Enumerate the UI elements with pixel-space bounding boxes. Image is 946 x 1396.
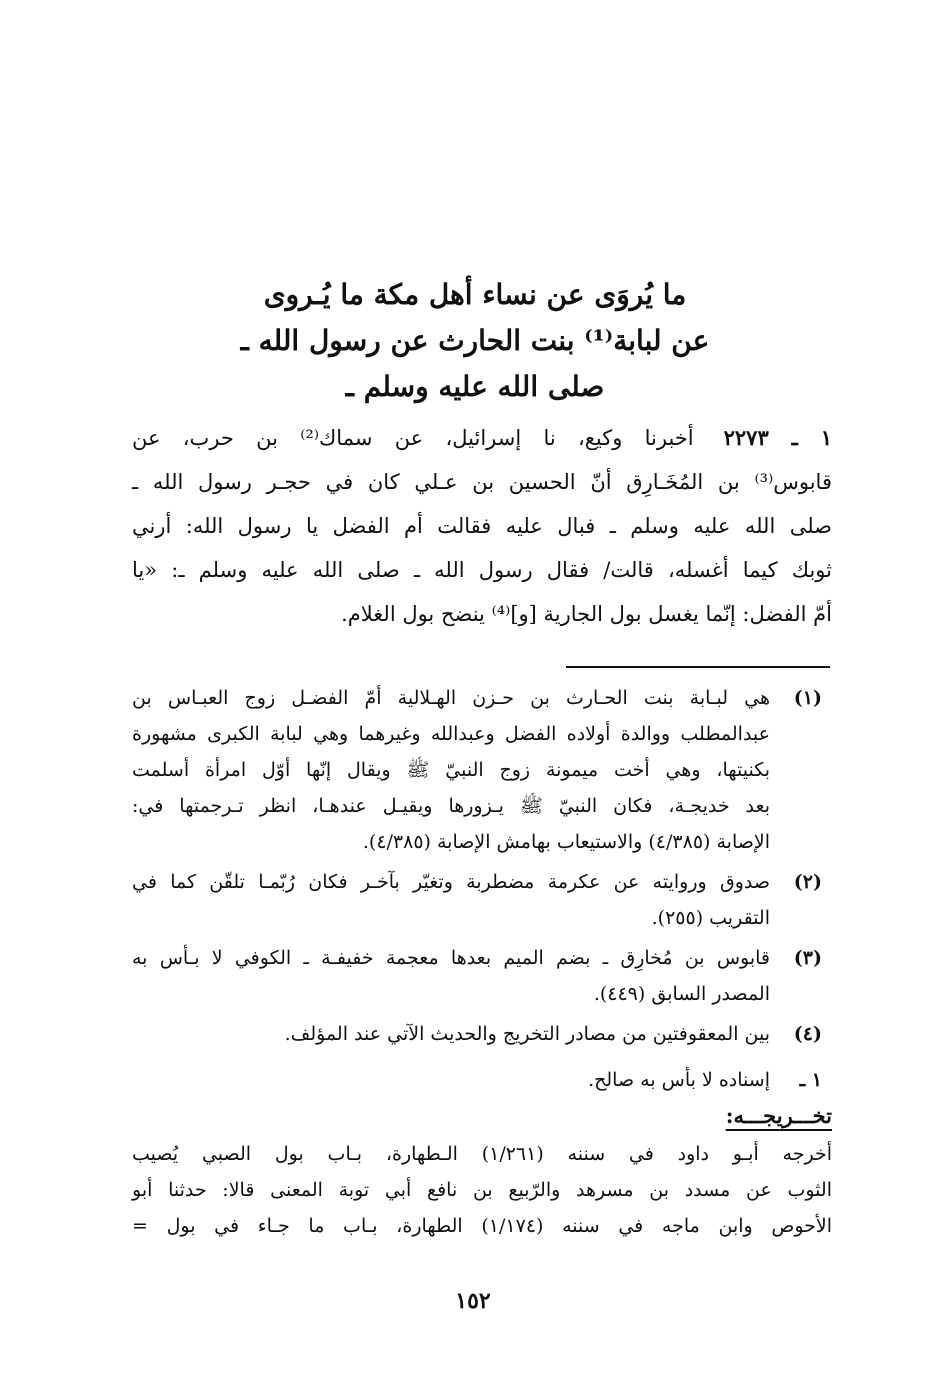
takhrij-line: أخرجه أبـو داود في سننه (١/٢٦١) الـطهارة، بـاب بول الصبي يُصيب <box>132 1143 832 1165</box>
heading-line: صلى الله عليه وسلم ـ <box>345 370 605 403</box>
footnote-number: (١) <box>793 687 822 709</box>
footnotes-section <box>132 680 832 1244</box>
footnote-separator <box>566 666 830 668</box>
footnote-number: (٢) <box>793 871 822 893</box>
grading-note <box>132 1062 832 1098</box>
footnote-line: صدوق وروايته عن عكرمة مضطربة وتغيّر بآخـر فكان رُبّمـا تلقّن كما في <box>132 871 770 893</box>
footnote <box>132 940 832 1012</box>
footnote-line: هي لبـابة بنت الحـارث بن حـزن الهـلالية أمّ الفضـل زوج العبـاس بن <box>132 687 770 709</box>
footnote-line: بين المعقوفتين من مصادر التخريج والحديث الآتي عند المؤلف. <box>284 1023 770 1045</box>
footnote <box>132 864 832 936</box>
page-number: ١٥٢ <box>455 1288 491 1314</box>
hadith-text <box>132 416 832 636</box>
hadith-line: أمّ الفضل: إنّما يغسل بول الجارية [و]⁽⁴⁾ ينضح بول الغلام. <box>341 602 832 626</box>
grading-text: إسناده لا بأس به صالح. <box>588 1069 770 1091</box>
footnote-number: (٤) <box>793 1023 822 1045</box>
chapter-heading <box>150 272 800 410</box>
footnote-line: قابوس بن مُخارِق ـ بضم الميم بعدها معجمة خفيفـة ـ الكوفي لا بـأس به <box>132 947 770 969</box>
hadith-line-text: أخبرنا وكيع، نا إسرائيل، عن سماك⁽²⁾ بن حرب، عن <box>132 426 694 450</box>
hadith-line: صلى الله عليه وسلم ـ فبال عليه فقالت أم الفضل يا رسول الله: أرني <box>132 514 832 538</box>
takhrij-line: الأحوص وابن ماجه في سننه (١/١٧٤) الطهارة، بـاب ما جـاء في بول = <box>132 1215 832 1237</box>
footnote-line: المصدر السابق (٤٤٩). <box>593 983 770 1005</box>
footnote-line: عبدالمطلب ووالدة أولاده الفضل وعبدالله وغيرهما وهي لبابة الكبرى مشهورة <box>132 723 770 745</box>
footnote-line: التقريب (٢٥٥). <box>651 907 770 929</box>
heading-line: ما يُروَى عن نساء أهل مكة ما يُـروى <box>263 278 687 311</box>
takhrij-line: الثوب عن مسدد بن مسرهد والرّبيع بن نافع أبي توبة المعنى قالا: حدثنا أبو <box>132 1179 832 1201</box>
footnote-line: الإصابة (٤/٣٨٥) والاستيعاب بهامش الإصابة (٤/٣٨٥). <box>362 831 770 853</box>
hadith-number: ١ ـ ٢٢٧٣ <box>723 425 832 450</box>
footnote-line: بعد خديجـة، فكان النبيّ ﷺ يـزورها ويقيـل عندهـا، انظر تـرجمتها في: <box>132 795 770 817</box>
takhrij-title: تخـــريجـــه: <box>725 1103 832 1128</box>
footnote-number: (٣) <box>793 947 822 969</box>
heading-line: عن لبابة⁽¹⁾ بنت الحارث عن رسول الله ـ <box>240 324 710 357</box>
hadith-line: ثوبك كيما أغسله، قالت/ فقال رسول الله ـ صلى الله عليه وسلم ـ: «يا <box>132 558 832 582</box>
footnote <box>132 1016 832 1052</box>
hadith-line: قابوس⁽³⁾ بن المُخَـارِق أنّ الحسين بن عـلي كان في حجـر رسول الله ـ <box>132 470 832 494</box>
hadith-line <box>132 416 832 460</box>
grading-number: ١ ـ <box>799 1069 822 1091</box>
footnote-line: بكنيتها، وهي أخت ميمونة زوج النبيّ ﷺ ويقال إنّها أوّل امرأة أسلمت <box>132 759 770 781</box>
footnote <box>132 680 832 860</box>
